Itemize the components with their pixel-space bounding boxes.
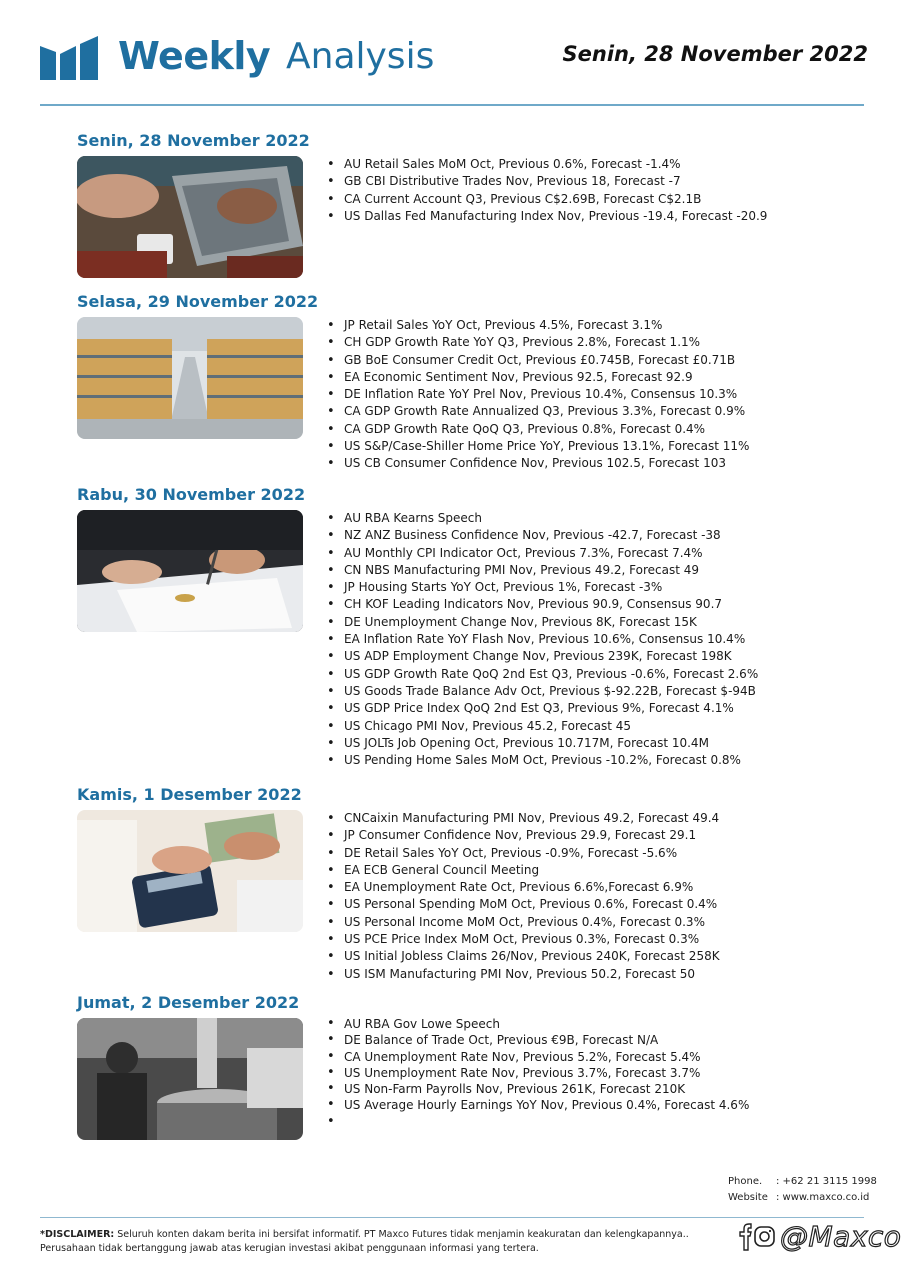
list-item: • US CB Consumer Confidence Nov, Previous 102.5, Forecast 103: [327, 455, 749, 472]
day-section-friday: [77, 992, 867, 1113]
list-item: • JP Housing Starts YoY Oct, Previous 1%, Forecast -3%: [327, 579, 758, 596]
event-list: [327, 1016, 749, 1130]
list-item: • DE Unemployment Change Nov, Previous 8K, Forecast 15K: [327, 614, 758, 631]
list-item: • CH KOF Leading Indicators Nov, Previous 90.9, Consensus 90.7: [327, 596, 758, 613]
list-item: • EA ECB General Council Meeting: [327, 862, 720, 879]
list-item: • NZ ANZ Business Confidence Nov, Previous -42.7, Forecast -38: [327, 527, 758, 544]
facebook-instagram-icon: [736, 1222, 776, 1252]
list-item: • CA Current Account Q3, Previous C$2.69B, Forecast C$2.1B: [327, 191, 767, 208]
social-handle: [736, 1220, 902, 1256]
hands-repairing-computer-photo: [77, 156, 303, 278]
website-label: Website: [728, 1192, 768, 1203]
list-item: • US Initial Jobless Claims 26/Nov, Previous 240K, Forecast 258K: [327, 948, 720, 965]
disclaimer: [40, 1228, 720, 1256]
disclaimer-text-2: Perusahaan tidak bertanggung jawab atas kerugian investasi akibat penggunaan informasi yang tertera.: [40, 1243, 539, 1254]
list-item: • US Average Hourly Earnings YoY Nov, Previous 0.4%, Forecast 4.6%: [327, 1097, 749, 1113]
section-title: Selasa, 29 November 2022: [77, 292, 319, 311]
list-item: • US GDP Price Index QoQ 2nd Est Q3, Previous 9%, Forecast 4.1%: [327, 700, 758, 717]
list-item: • US Unemployment Rate Nov, Previous 3.7%, Forecast 3.7%: [327, 1065, 749, 1081]
footer-divider: [40, 1217, 864, 1218]
day-section-monday: [77, 130, 867, 223]
phone-label: Phone.: [728, 1176, 763, 1187]
list-item: • CNCaixin Manufacturing PMI Nov, Previous 49.2, Forecast 49.4: [327, 810, 720, 827]
factory-worker-photo: [77, 1018, 303, 1140]
event-list: [327, 156, 767, 225]
header-date: Senin, 28 November 2022: [562, 42, 868, 66]
day-section-tuesday: [77, 291, 867, 471]
list-item: • US Personal Spending MoM Oct, Previous 0.6%, Forecast 0.4%: [327, 896, 720, 913]
title-weekly: Weekly: [118, 34, 271, 78]
website-line: [728, 1190, 877, 1206]
list-item: • EA Unemployment Rate Oct, Previous 6.6%,Forecast 6.9%: [327, 879, 720, 896]
list-item: • US Non-Farm Payrolls Nov, Previous 261K, Forecast 210K: [327, 1081, 749, 1097]
list-item: • US ADP Employment Change Nov, Previous 239K, Forecast 198K: [327, 648, 758, 665]
phone-line: [728, 1174, 877, 1190]
disclaimer-text-1: Seluruh konten dakam berita ini bersifat informatif. PT Maxco Futures tidak menjamin keakuratan dan kelengkapannya..: [114, 1229, 689, 1240]
section-title: Kamis, 1 Desember 2022: [77, 785, 302, 804]
list-item: • US PCE Price Index MoM Oct, Previous 0.3%, Forecast 0.3%: [327, 931, 720, 948]
list-item: • EA Economic Sentiment Nov, Previous 92.5, Forecast 92.9: [327, 369, 749, 386]
list-item: • US Pending Home Sales MoM Oct, Previous -10.2%, Forecast 0.8%: [327, 752, 758, 769]
header: [40, 32, 868, 92]
list-item: • DE Balance of Trade Oct, Previous €9B, Forecast N/A: [327, 1032, 749, 1048]
list-item: • AU Monthly CPI Indicator Oct, Previous 7.3%, Forecast 7.4%: [327, 545, 758, 562]
title-analysis: Analysis: [286, 36, 435, 77]
list-item: • CA GDP Growth Rate QoQ Q3, Previous 0.8%, Forecast 0.4%: [327, 421, 749, 438]
section-title: Senin, 28 November 2022: [77, 131, 310, 150]
list-item: • US GDP Growth Rate QoQ 2nd Est Q3, Previous -0.6%, Forecast 2.6%: [327, 666, 758, 683]
contact-info: [728, 1174, 877, 1206]
list-item: • DE Inflation Rate YoY Prel Nov, Previous 10.4%, Consensus 10.3%: [327, 386, 749, 403]
list-item: • DE Retail Sales YoY Oct, Previous -0.9%, Forecast -5.6%: [327, 845, 720, 862]
list-item: • JP Consumer Confidence Nov, Previous 29.9, Forecast 29.1: [327, 827, 720, 844]
day-section-wednesday: [77, 484, 867, 768]
list-item: • EA Inflation Rate YoY Flash Nov, Previous 10.6%, Consensus 10.4%: [327, 631, 758, 648]
social-handle-text: @Maxco: [780, 1220, 902, 1253]
list-item: • AU RBA Gov Lowe Speech: [327, 1016, 749, 1032]
list-item: • US JOLTs Job Opening Oct, Previous 10.717M, Forecast 10.4M: [327, 735, 758, 752]
signing-contract-photo: [77, 510, 303, 632]
list-item: • AU Retail Sales MoM Oct, Previous 0.6%, Forecast -1.4%: [327, 156, 767, 173]
list-item: [327, 1114, 749, 1130]
header-divider: [40, 104, 864, 106]
list-item: • US Goods Trade Balance Adv Oct, Previous $-92.22B, Forecast $-94B: [327, 683, 758, 700]
bar-chart-logo-icon: [40, 36, 98, 80]
list-item: • CA GDP Growth Rate Annualized Q3, Previous 3.3%, Forecast 0.9%: [327, 403, 749, 420]
day-section-thursday: [77, 784, 867, 981]
calculator-and-money-photo: [77, 810, 303, 932]
section-title: Rabu, 30 November 2022: [77, 485, 306, 504]
list-item: • US Personal Income MoM Oct, Previous 0.4%, Forecast 0.3%: [327, 914, 720, 931]
disclaimer-label: *DISCLAIMER:: [40, 1229, 115, 1240]
event-list: [327, 810, 720, 983]
disclaimer-line-1: [40, 1228, 720, 1242]
list-item: • US ISM Manufacturing PMI Nov, Previous 50.2, Forecast 50: [327, 966, 720, 983]
phone-number: : +62 21 3115 1998: [776, 1176, 877, 1187]
website-link[interactable]: : www.maxco.co.id: [776, 1192, 870, 1203]
list-item: • CN NBS Manufacturing PMI Nov, Previous 49.2, Forecast 49: [327, 562, 758, 579]
warehouse-shelves-photo: [77, 317, 303, 439]
list-item: • JP Retail Sales YoY Oct, Previous 4.5%, Forecast 3.1%: [327, 317, 749, 334]
list-item: • US Dallas Fed Manufacturing Index Nov, Previous -19.4, Forecast -20.9: [327, 208, 767, 225]
section-title: Jumat, 2 Desember 2022: [77, 993, 300, 1012]
list-item: • US S&P/Case-Shiller Home Price YoY, Previous 13.1%, Forecast 11%: [327, 438, 749, 455]
list-item: • GB BoE Consumer Credit Oct, Previous £0.745B, Forecast £0.71B: [327, 352, 749, 369]
event-list: [327, 317, 749, 473]
list-item: • AU RBA Kearns Speech: [327, 510, 758, 527]
list-item: • CA Unemployment Rate Nov, Previous 5.2%, Forecast 5.4%: [327, 1049, 749, 1065]
list-item: • CH GDP Growth Rate YoY Q3, Previous 2.8%, Forecast 1.1%: [327, 334, 749, 351]
event-list: [327, 510, 758, 769]
list-item: • US Chicago PMI Nov, Previous 45.2, Forecast 45: [327, 718, 758, 735]
list-item: • GB CBI Distributive Trades Nov, Previous 18, Forecast -7: [327, 173, 767, 190]
